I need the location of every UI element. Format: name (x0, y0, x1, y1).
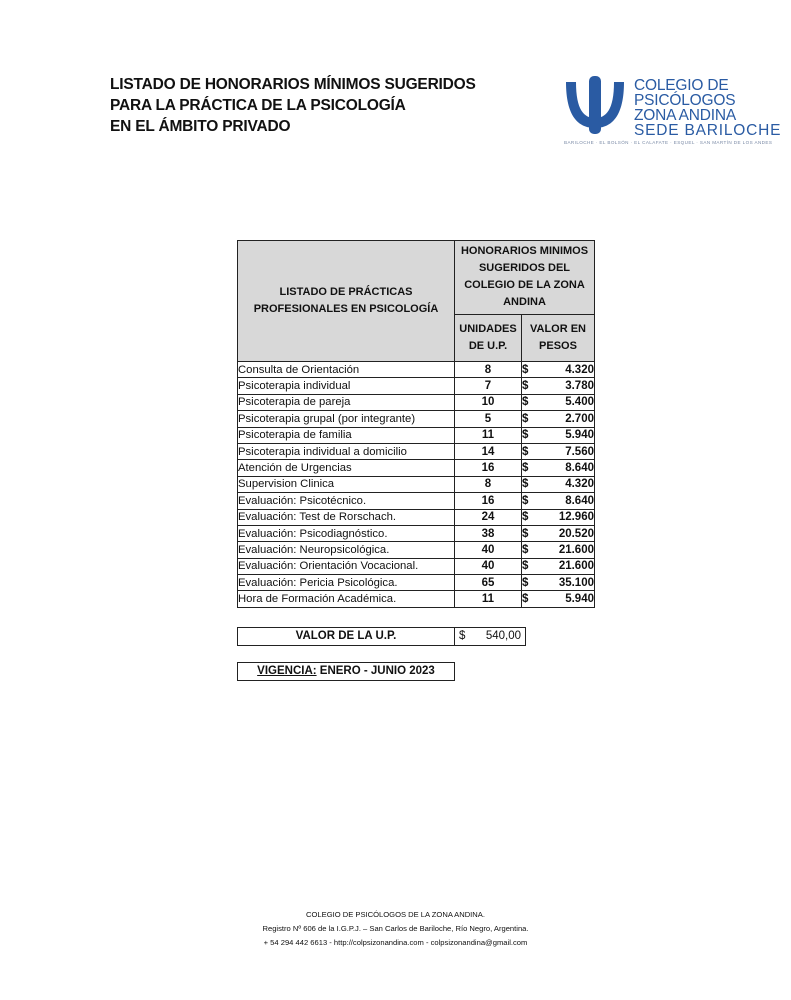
practice-price (522, 591, 595, 607)
psi-logo-icon (562, 76, 628, 134)
table-row (238, 443, 595, 459)
table-row (238, 362, 595, 378)
valor-up-currency: $ (459, 630, 466, 642)
vigencia-box (237, 662, 455, 681)
price-currency: $ (522, 429, 529, 442)
price-currency: $ (522, 462, 529, 475)
practice-units: 5 (455, 411, 522, 427)
price-amount: 2.700 (565, 412, 594, 425)
practice-price (522, 542, 595, 558)
price-amount: 7.560 (565, 445, 594, 458)
practice-price (522, 509, 595, 525)
title-line-1: LISTADO DE HONORARIOS MÍNIMOS SUGERIDOS (110, 76, 476, 93)
practice-price (522, 558, 595, 574)
price-amount: 12.960 (558, 511, 594, 524)
practice-name: Evaluación: Orientación Vocacional. (238, 558, 455, 574)
practice-units: 10 (455, 394, 522, 410)
practice-units: 24 (455, 509, 522, 525)
practice-price (522, 411, 595, 427)
practice-name: Psicoterapia individual (238, 378, 455, 394)
footer-line-1: COLEGIO DE PSICÓLOGOS DE LA ZONA ANDINA. (306, 910, 485, 919)
price-currency: $ (522, 560, 529, 573)
logo-line-3: ZONA ANDINA (634, 107, 737, 124)
price-currency: $ (522, 593, 529, 606)
practice-name: Psicoterapia grupal (por integrante) (238, 411, 455, 427)
practice-price (522, 362, 595, 378)
price-currency: $ (522, 478, 529, 491)
valor-up-label: VALOR DE LA U.P. (238, 628, 455, 645)
price-currency: $ (522, 380, 529, 393)
valor-up-value (455, 628, 525, 645)
practice-units: 11 (455, 591, 522, 607)
practice-name: Evaluación: Pericia Psicológica. (238, 575, 455, 591)
price-amount: 5.940 (565, 593, 594, 606)
price-currency: $ (522, 445, 529, 458)
page-footer (0, 908, 791, 950)
practice-price (522, 476, 595, 492)
price-currency: $ (522, 396, 529, 409)
table-row (238, 542, 595, 558)
practice-price (522, 443, 595, 459)
practice-price (522, 378, 595, 394)
practice-units: 7 (455, 378, 522, 394)
honorarios-header: HONORARIOS MINIMOS SUGERIDOS DEL COLEGIO DE LA ZONA ANDINA (455, 241, 595, 315)
price-amount: 20.520 (558, 527, 594, 540)
practice-price (522, 394, 595, 410)
price-currency: $ (522, 576, 529, 589)
table-row (238, 575, 595, 591)
vigencia-value: ENERO - JUNIO 2023 (319, 665, 435, 677)
price-amount: 21.600 (558, 560, 594, 573)
title-line-2: PARA LA PRÁCTICA DE LA PSICOLOGÍA (110, 97, 406, 114)
value-header: VALOR EN PESOS (522, 314, 595, 361)
table-row (238, 509, 595, 525)
price-amount: 21.600 (558, 543, 594, 556)
table-row (238, 591, 595, 607)
practicas-header: LISTADO DE PRÁCTICAS PROFESIONALES EN PSICOLOGÍA (238, 241, 455, 362)
vigencia-label: VIGENCIA: (257, 665, 317, 677)
practice-units: 8 (455, 362, 522, 378)
practice-name: Psicoterapia de familia (238, 427, 455, 443)
table-row (238, 394, 595, 410)
logo-line-1: COLEGIO DE (634, 77, 729, 94)
practice-price (522, 493, 595, 509)
practice-price (522, 460, 595, 476)
footer-line-3: + 54 294 442 6613 - http://colpsizonandina.com - colpsizonandina@gmail.com (263, 938, 528, 947)
practice-units: 14 (455, 443, 522, 459)
practice-price (522, 525, 595, 541)
price-currency: $ (522, 527, 529, 540)
fees-table (237, 240, 595, 608)
table-row (238, 411, 595, 427)
logo-line-2: PSICÓLOGOS (634, 92, 736, 109)
price-amount: 8.640 (565, 494, 594, 507)
table-row (238, 476, 595, 492)
valor-up-amount: 540,00 (485, 630, 521, 642)
price-currency: $ (522, 543, 529, 556)
price-amount: 35.100 (558, 576, 594, 589)
table-row (238, 427, 595, 443)
practice-price (522, 575, 595, 591)
practice-name: Supervision Clinica (238, 476, 455, 492)
price-currency: $ (522, 511, 529, 524)
logo-wordmark (634, 78, 781, 138)
practice-name: Psicoterapia individual a domicilio (238, 443, 455, 459)
practice-units: 11 (455, 427, 522, 443)
practice-units: 16 (455, 460, 522, 476)
practice-units: 65 (455, 575, 522, 591)
practice-name: Evaluación: Psicodiagnóstico. (238, 525, 455, 541)
table-row (238, 493, 595, 509)
price-currency: $ (522, 494, 529, 507)
college-logo (562, 76, 782, 152)
table-row (238, 558, 595, 574)
price-amount: 4.320 (565, 363, 594, 376)
document-title (110, 74, 476, 137)
table-row (238, 460, 595, 476)
practice-price (522, 427, 595, 443)
practice-units: 16 (455, 493, 522, 509)
practice-name: Psicoterapia de pareja (238, 394, 455, 410)
price-amount: 5.400 (565, 396, 594, 409)
price-amount: 5.940 (565, 429, 594, 442)
logo-line-4: SEDE BARILOCHE (634, 122, 782, 139)
practice-name: Evaluación: Neuropsicológica. (238, 542, 455, 558)
practice-name: Atención de Urgencias (238, 460, 455, 476)
price-currency: $ (522, 363, 529, 376)
valor-up-box (237, 627, 526, 646)
practice-name: Evaluación: Psicotécnico. (238, 493, 455, 509)
price-currency: $ (522, 412, 529, 425)
price-amount: 8.640 (565, 462, 594, 475)
practice-name: Hora de Formación Académica. (238, 591, 455, 607)
footer-line-2: Registro Nº 606 de la I.G.P.J. – San Carlos de Bariloche, Río Negro, Argentina. (262, 924, 529, 933)
practice-units: 40 (455, 542, 522, 558)
logo-subtitle: BARILOCHE · EL BOLSÓN · EL CALAFATE · ESQUEL · SAN MARTÍN DE LOS ANDES (564, 140, 773, 145)
table-row (238, 378, 595, 394)
price-amount: 3.780 (565, 380, 594, 393)
title-line-3: EN EL ÁMBITO PRIVADO (110, 118, 291, 135)
practice-units: 38 (455, 525, 522, 541)
units-header: UNIDADES DE U.P. (455, 314, 522, 361)
practice-name: Consulta de Orientación (238, 362, 455, 378)
practice-name: Evaluación: Test de Rorschach. (238, 509, 455, 525)
price-amount: 4.320 (565, 478, 594, 491)
practice-units: 8 (455, 476, 522, 492)
practice-units: 40 (455, 558, 522, 574)
table-row (238, 525, 595, 541)
fees-table-body (238, 362, 595, 608)
